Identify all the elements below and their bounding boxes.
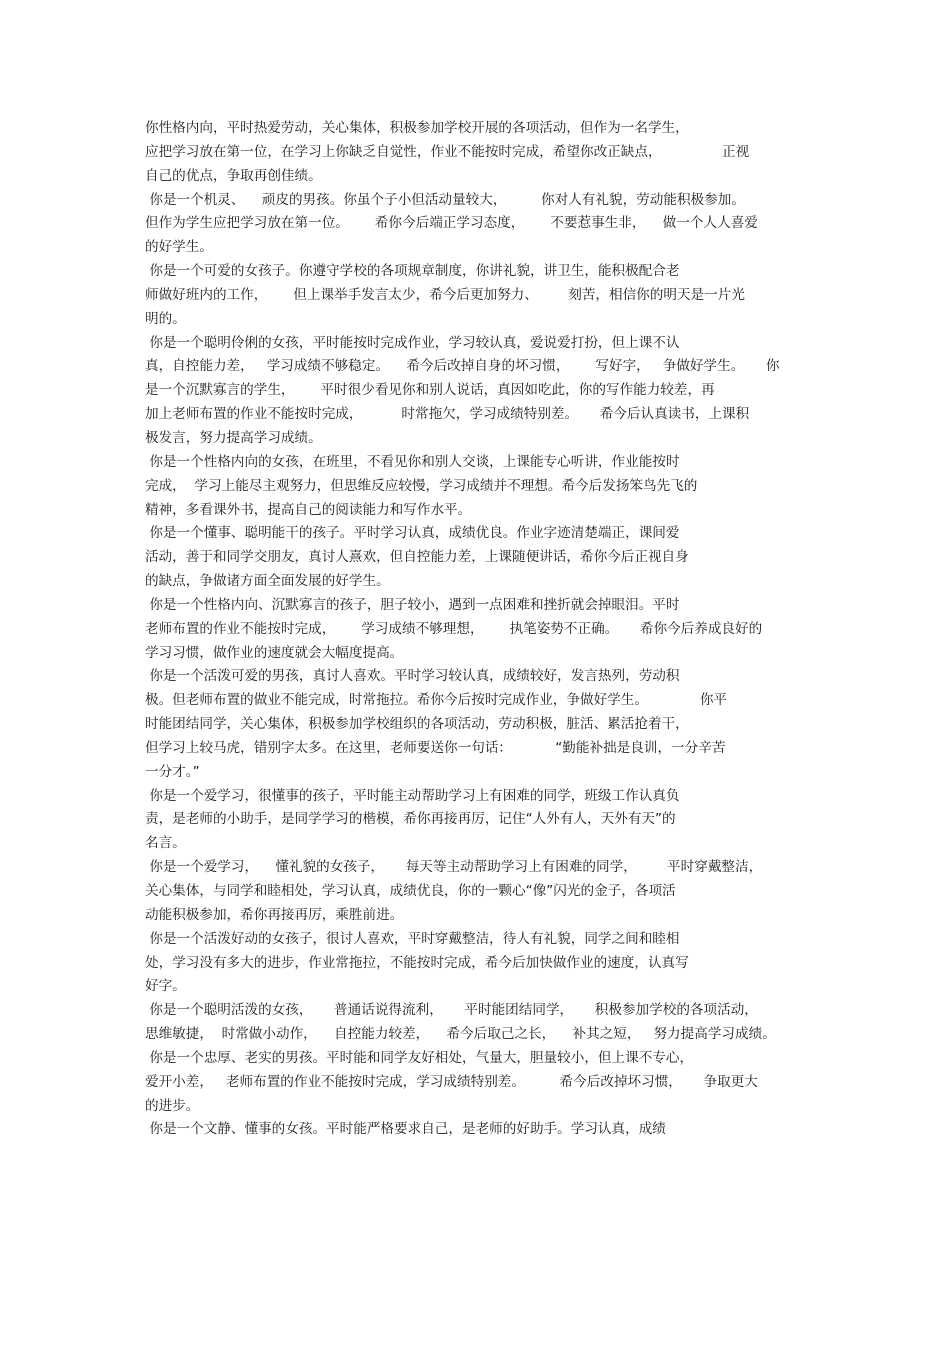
paragraph (145, 785, 810, 857)
text-line: 极。但老师布置的做业不能完成，时常拖拉。希你今后按时完成作业，争做好学生。 你平 (145, 692, 728, 709)
text-line: 你是一个文静、懂事的女孩。平时能严格要求自己，是老师的好助手。学习认真，成绩 (145, 1121, 666, 1138)
text-line: 名言。 (145, 835, 186, 852)
text-line: 真，自控能力差， 学习成绩不够稳定。 希今后改掉自身的坏习惯， 写好字， 争做好学生。 你 (145, 358, 780, 375)
text-line: 你是一个爱学习，很懂事的孩子，平时能主动帮助学习上有困难的同学，班级工作认真负 (145, 787, 680, 804)
paragraph (145, 117, 810, 189)
text-line: 处，学习没有多大的进步，作业常拖拉，不能按时完成，希今后加快做作业的速度，认真写 (145, 954, 689, 971)
text-line: 你是一个爱学习， 懂礼貌的女孩子， 每天等主动帮助学习上有困难的同学， 平时穿戴整洁， (145, 859, 763, 876)
text-line: 你是一个忠厚、老实的男孩。平时能和同学友好相处，气量大，胆量较小，但上课不专心， (145, 1049, 694, 1066)
text-line: 精神，多看课外书，提高自己的阅读能力和写作水平。 (145, 501, 472, 518)
text-line: 责，是老师的小助手，是同学学习的楷模，希你再接再厉，记住“人外有人，天外有天”的 (145, 811, 676, 828)
text-line: 的好学生。 (145, 239, 213, 256)
paragraph (145, 1118, 810, 1142)
text-line: 的缺点，争做诸方面全面发展的好学生。 (145, 573, 390, 590)
paragraph (145, 189, 810, 261)
paragraph (145, 928, 810, 1000)
text-line: 你是一个性格内向的女孩，在班里，不看见你和别人交谈，上课能专心听讲，作业能按时 (145, 453, 680, 470)
text-line: 你是一个机灵、 顽皮的男孩。你虽个子小但活动量较大， 你对人有礼貌，劳动能积极参加。 (145, 191, 745, 208)
text-line: 你性格内向，平时热爱劳动，关心集体，积极参加学校开展的各项活动，但作为一名学生， (145, 120, 689, 136)
text-line: 动能积极参加，希你再接再厉，乘胜前进。 (145, 906, 404, 923)
paragraph (145, 856, 810, 928)
paragraph (145, 332, 810, 451)
text-line: 你是一个懂事、聪明能干的孩子。平时学习认真，成绩优良。作业字迹清楚端正，课间爱 (145, 525, 680, 542)
text-line: 完成， 学习上能尽主观努力，但思维反应较慢，学习成绩并不理想。希今后发扬笨鸟先飞的 (145, 477, 698, 494)
text-line: 你是一个性格内向、沉默寡言的孩子，胆子较小，遇到一点困难和挫折就会掉眼泪。平时 (145, 596, 680, 613)
paragraph (145, 999, 810, 1047)
paragraph (145, 1047, 810, 1119)
text-line: 时能团结同学，关心集体，积极参加学校组织的各项活动，劳动积极，脏活、累活抢着干， (145, 716, 689, 733)
text-line: 明的。 (145, 310, 186, 327)
text-line: 你是一个聪明活泼的女孩， 普通话说得流利， 平时能团结同学， 积极参加学校的各项活动， (145, 1002, 758, 1019)
text-line: 加上老师布置的作业不能按时完成， 时常拖欠，学习成绩特别差。 希今后认真读书，上课积 (145, 406, 750, 423)
text-line: 思维敏捷， 时常做小动作， 自控能力较差， 希今后取己之长， 补其之短， 努力提高学习成绩。 (145, 1026, 776, 1043)
text-line: 一分才。” (145, 763, 200, 780)
text-line: 是一个沉默寡言的学生， 平时很少看见你和别人说话，真因如吃此，你的写作能力较差，再 (145, 382, 715, 399)
text-line: 自己的优点，争取再创佳绩。 (145, 167, 322, 184)
text-line: 老师布置的作业不能按时完成， 学习成绩不够理想， 执笔姿势不正确。 希你今后养成良好的 (145, 620, 763, 637)
text-line: 极发言，努力提高学习成绩。 (145, 429, 322, 446)
text-line: 关心集体，与同学和睦相处，学习认真，成绩优良，你的一颗心“像”闪光的金子，各项活 (145, 883, 676, 899)
paragraph (145, 665, 810, 784)
text-line: 爱开小差， 老师布置的作业不能按时完成，学习成绩特别差。 希今后改掉坏习惯， 争取更大 (145, 1073, 758, 1090)
document-body (145, 117, 810, 1142)
paragraph (145, 594, 810, 666)
text-line: 活动，善于和同学交朋友，真讨人熹欢，但自控能力差，上课随便讲话，希你今后正视自身 (145, 549, 689, 566)
text-line: 但作为学生应把学习放在第一位。 希你今后端正学习态度， 不要惹事生非， 做一个人人喜爱 (145, 215, 758, 232)
text-line: 师做好班内的工作， 但上课举手发言太少，希今后更加努力、 刻苦，相信你的明天是一片光 (145, 286, 745, 303)
text-line: 好字。 (145, 978, 186, 995)
text-line: 但学习上较马虎，错别字太多。在这里，老师要送你一句话： “勤能补拙是良训，一分辛苦 (145, 739, 726, 756)
text-line: 你是一个可爱的女孩子。你遵守学校的各项规章制度，你讲礼貌，讲卫生，能积极配合老 (145, 263, 680, 280)
text-line: 的进步。 (145, 1097, 200, 1114)
text-line: 你是一个聪明伶俐的女孩，平时能按时完成作业，学习较认真，爱说爱打扮，但上课不认 (145, 334, 680, 351)
paragraph (145, 451, 810, 523)
text-line: 你是一个活泼好动的女孩子，很讨人喜欢，平时穿戴整洁，待人有礼貌，同学之间和睦相 (145, 930, 680, 947)
text-line: 学习习惯，做作业的速度就会大幅度提高。 (145, 644, 404, 661)
paragraph (145, 522, 810, 594)
paragraph (145, 260, 810, 332)
text-line: 应把学习放在第一位，在学习上你缺乏自觉性，作业不能按时完成，希望你改正缺点， 正视 (145, 143, 750, 160)
text-line: 你是一个活泼可爱的男孩，真讨人喜欢。平时学习较认真，成绩较好，发言热列，劳动积 (145, 668, 680, 685)
